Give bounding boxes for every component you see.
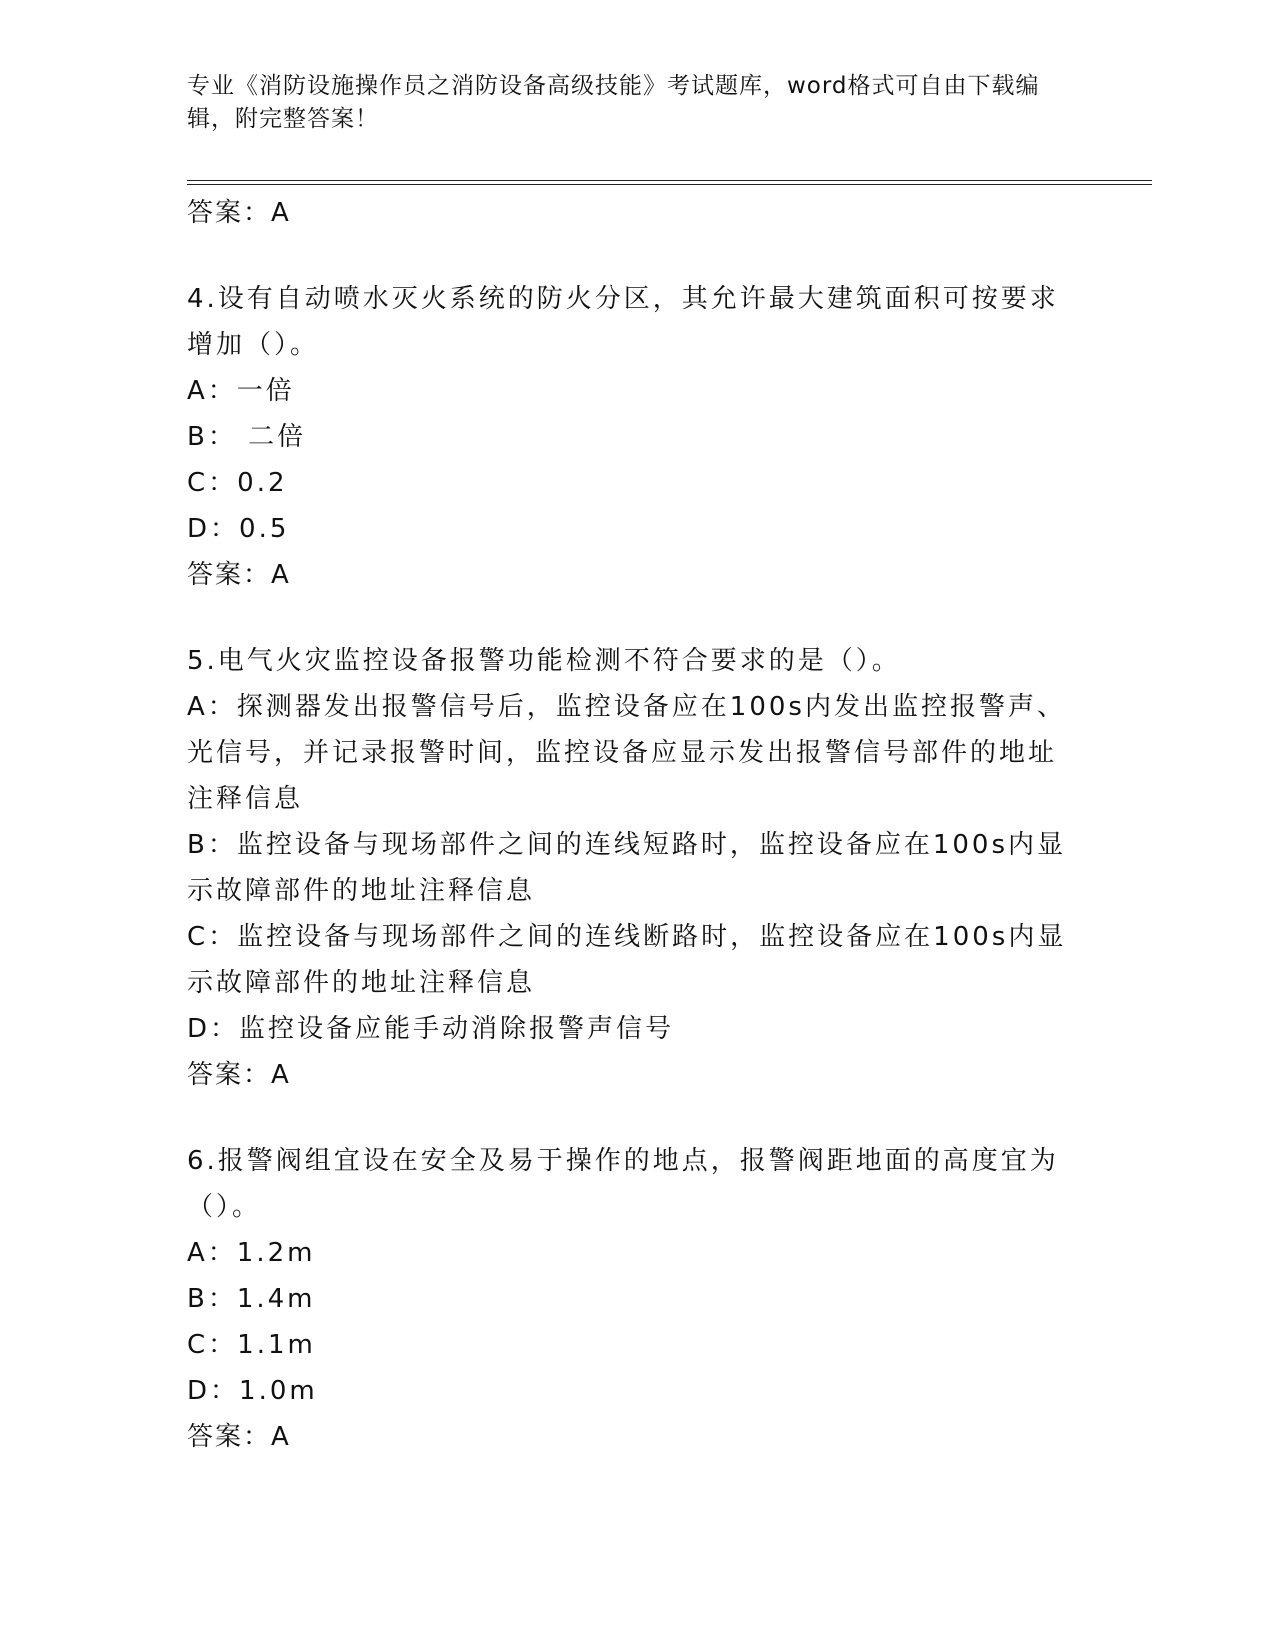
question-text: 5.电气火灾监控设备报警功能检测不符合要求的是（）。 [187, 646, 901, 676]
question-text: 4.设有自动喷水灭火系统的防火分区，其允许最大建筑面积可按要求增加（）。 [187, 284, 1059, 360]
document-body [187, 190, 1067, 1460]
option-a: A：一倍 [187, 376, 295, 406]
option-c: C：监控设备与现场部件之间的连线断路时，监控设备应在100s内显示故障部件的地址注释信息 [187, 922, 1067, 998]
option-a: A：探测器发出报警信号后，监控设备应在100s内发出监控报警声、光信号，并记录报警时间，监控设备应显示发出报警信号部件的地址注释信息 [187, 692, 1066, 814]
option-d: D：0.5 [187, 514, 290, 544]
answer-line [187, 1414, 1067, 1460]
question-4 [187, 276, 1067, 598]
option-c: C：0.2 [187, 468, 288, 498]
option-c: C：1.1m [187, 1330, 316, 1360]
question-5 [187, 638, 1067, 1098]
option-b: B：1.4m [187, 1284, 316, 1314]
option-b: B：监控设备与现场部件之间的连线短路时，监控设备应在100s内显示故障部件的地址注释信息 [187, 830, 1067, 906]
answer-line [187, 552, 1067, 598]
question-6 [187, 1138, 1067, 1460]
answer-line [187, 190, 1067, 236]
answer-label: 答案： [187, 1422, 272, 1452]
answer-value: A [271, 1060, 291, 1090]
option-b: B： 二倍 [187, 422, 307, 452]
option-a: A：1.2m [187, 1238, 316, 1268]
document-header: 专业《消防设施操作员之消防设备高级技能》考试题库，word格式可自由下载编辑，附完整答案！ [187, 73, 1040, 132]
answer-label: 答案： [187, 560, 272, 590]
option-d: D：1.0m [187, 1376, 318, 1406]
option-d: D：监控设备应能手动消除报警声信号 [187, 1014, 675, 1044]
answer-value: A [271, 198, 291, 228]
answer-label: 答案： [187, 198, 272, 228]
answer-value: A [271, 1422, 291, 1452]
answer-line [187, 1052, 1067, 1098]
question-text: 6.报警阀组宜设在安全及易于操作的地点，报警阀距地面的高度宜为（）。 [187, 1146, 1059, 1222]
answer-label: 答案： [187, 1060, 272, 1090]
header-divider [187, 180, 1152, 185]
answer-value: A [271, 560, 291, 590]
